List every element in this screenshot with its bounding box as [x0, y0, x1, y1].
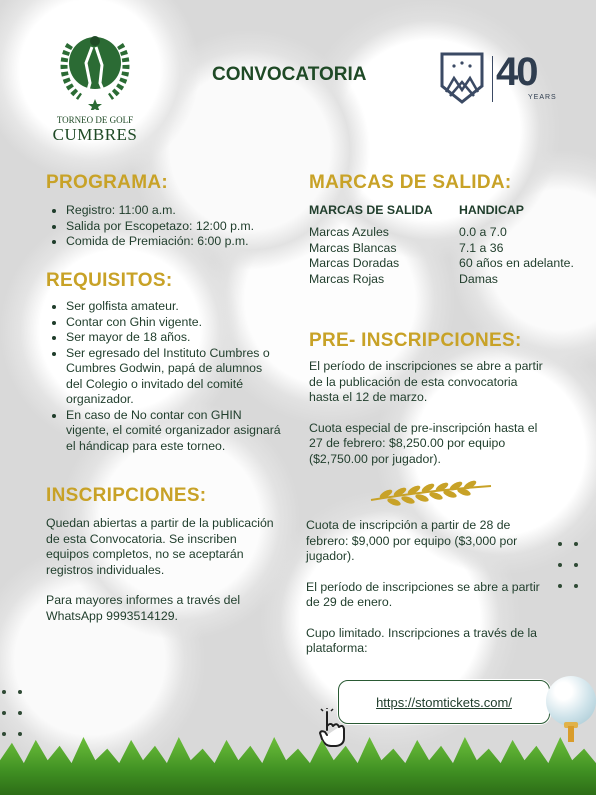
page-title: CONVOCATORIA — [212, 64, 367, 85]
anniversary-badge — [440, 50, 565, 110]
dot-pattern-right — [552, 536, 596, 599]
programa-item: • Salida por Escopetazo: 12:00 p.m. — [66, 219, 296, 235]
anniversary-number: 40 — [496, 50, 537, 94]
preinscripciones-paragraph: El período de inscripciones se abre a partir de la publicación de esta convocatoria hasta el 12 de marzo. — [309, 359, 543, 404]
programa-section — [46, 172, 296, 250]
pyramid-crest-icon — [440, 52, 484, 104]
torneo-logo — [40, 25, 150, 145]
marcas-heading: MARCAS DE SALIDA: — [309, 172, 512, 193]
requisitos-heading: REQUISITOS: — [46, 270, 173, 291]
golf-ball-icon — [546, 676, 596, 746]
periodo-paragraph: El período de inscripciones se abre a partir de 29 de enero. — [306, 579, 540, 609]
programa-item: • Registro: 11:00 a.m. — [66, 203, 296, 219]
marcas-section — [309, 172, 579, 287]
inscripciones-heading: INSCRIPCIONES: — [46, 485, 207, 506]
programa-item: • Comida de Premiación: 6:00 p.m. — [66, 234, 296, 250]
marca-cell: Marcas Rojas — [309, 271, 385, 286]
preinscripciones-section — [309, 330, 549, 467]
golfer-logo-icon — [40, 25, 150, 110]
marcas-table — [309, 203, 579, 287]
marca-cell: Marcas Doradas — [309, 256, 400, 270]
marcas-col-header: MARCAS DE SALIDA — [309, 203, 433, 217]
table-row — [309, 256, 579, 272]
cupo-paragraph: Cupo limitado. Inscripciones a través de la plataforma: — [306, 625, 538, 655]
handicap-cell: 0.0 a 7.0 — [459, 225, 507, 239]
handicap-cell: 60 años en adelante. — [459, 256, 574, 270]
programa-list — [46, 203, 296, 250]
requisitos-item: • Ser mayor de 18 años. — [66, 330, 281, 346]
inscripciones-section — [46, 485, 276, 624]
logo-text-line2: CUMBRES — [52, 125, 138, 144]
handicap-cell: Damas — [459, 271, 498, 286]
programa-heading: PROGRAMA: — [46, 172, 168, 193]
preinscripciones-paragraph: Cuota especial de pre-inscripción hasta el 27 de febrero: $8,250.00 por equipo ($2,750.00 por jugador). — [309, 420, 538, 466]
handicap-col-header: HANDICAP — [459, 203, 524, 217]
marca-cell: Marcas Azules — [309, 225, 389, 239]
anniversary-label: YEARS — [528, 94, 557, 101]
table-row — [309, 225, 579, 241]
cuota-paragraph: Cuota de inscripción a partir de 28 de febrero: $9,000 por equipo ($3,000 por jugador). — [306, 518, 518, 563]
table-row — [309, 241, 579, 257]
inscripcion-details — [306, 518, 551, 657]
requisitos-item: • Ser golfista amateur. — [66, 299, 281, 315]
marca-cell: Marcas Blancas — [309, 240, 397, 255]
requisitos-item: • En caso de No contar con GHIN vigente, el comité organizador asignará el hándicap para este torneo. — [66, 408, 281, 455]
requisitos-section — [46, 270, 281, 454]
inscripciones-contact: Para mayores informes a través del WhatsApp 9993514129. — [46, 593, 241, 623]
table-row — [309, 272, 579, 288]
dot-pattern-left — [0, 684, 40, 747]
requisitos-list — [46, 299, 281, 454]
requisitos-item: • Contar con Ghin vigente. — [66, 315, 281, 331]
tickets-link-text[interactable]: https://stomtickets.com/ — [376, 694, 512, 710]
laurel-icon — [366, 480, 496, 508]
handicap-cell: 7.1 a 36 — [459, 240, 504, 255]
logo-text-line1: TORNEO DE GOLF — [56, 115, 134, 125]
tickets-link-button[interactable] — [338, 680, 550, 724]
inscripciones-paragraph: Quedan abiertas a partir de la publicación de esta Convocatoria. Se inscriben equipos completos, no se aceptarán registros individuales. — [46, 516, 274, 577]
preinscripciones-heading: PRE- INSCRIPCIONES: — [309, 330, 522, 351]
requisitos-item: • Ser egresado del Instituto Cumbres o Cumbres Godwin, papá de alumnos del Colegio o invitado del comité organizador. — [66, 346, 281, 408]
